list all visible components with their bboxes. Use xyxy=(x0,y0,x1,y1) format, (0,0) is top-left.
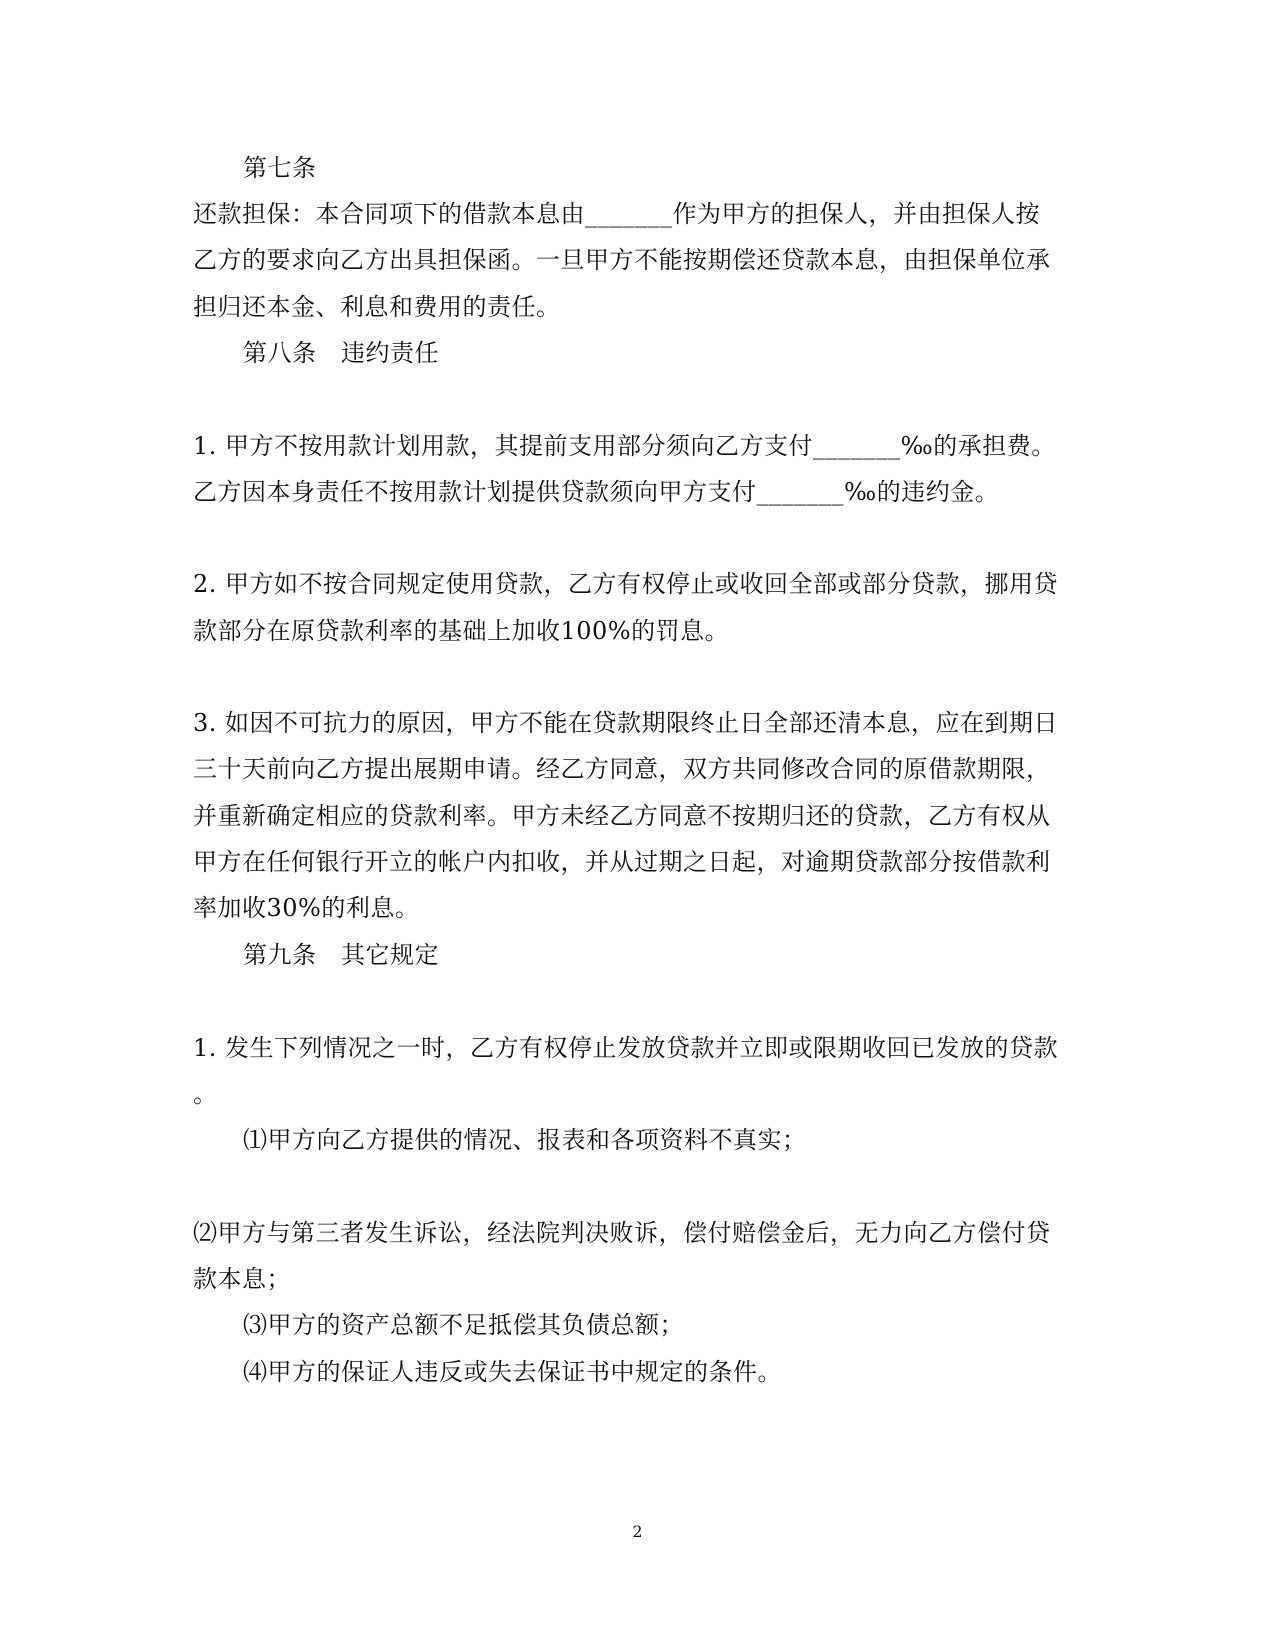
article-8-clause-3-line-5: 率加收30%的利息。 xyxy=(193,894,420,922)
article-9-item-1: ⑴甲方向乙方提供的情况、报表和各项资料不真实； xyxy=(243,1126,807,1154)
article-8-clause-3-line-1: 3. 如因不可抗力的原因，甲方不能在贷款期限终止日全部还清本息，应在到期日 xyxy=(193,709,1059,737)
article-7-line-3: 担归还本金、利息和费用的责任。 xyxy=(193,293,561,321)
article-9-heading: 第九条 其它规定 xyxy=(243,941,439,969)
article-8-clause-3-line-2: 三十天前向乙方提出展期申请。经乙方同意，双方共同修改合同的原借款期限， xyxy=(193,755,1051,783)
article-7-line-2: 乙方的要求向乙方出具担保函。一旦甲方不能按期偿还贷款本息，由担保单位承 xyxy=(193,246,1051,274)
article-7-line-1: 还款担保：本合同项下的借款本息由_______作为甲方的担保人，并由担保人按 xyxy=(193,200,1040,228)
article-9-item-2-line-1: ⑵甲方与第三者发生诉讼，经法院判决败诉，偿付赔偿金后，无力向乙方偿付贷 xyxy=(193,1219,1051,1247)
article-8-heading: 第八条 违约责任 xyxy=(243,339,439,367)
article-9-item-3: ⑶甲方的资产总额不足抵偿其负债总额； xyxy=(243,1311,684,1339)
article-9-clause-1-line-1: 1. 发生下列情况之一时，乙方有权停止发放贷款并立即或限期收回已发放的贷款 xyxy=(193,1034,1059,1062)
article-9-item-4: ⑷甲方的保证人违反或失去保证书中规定的条件。 xyxy=(243,1358,782,1386)
article-8-clause-1-line-2: 乙方因本身责任不按用款计划提供贷款须向甲方支付_______‰的违约金。 xyxy=(193,478,1000,506)
article-8-clause-3-line-4: 甲方在任何银行开立的帐户内扣收，并从过期之日起，对逾期贷款部分按借款利 xyxy=(193,848,1051,876)
article-9-clause-1-line-2: 。 xyxy=(193,1080,218,1108)
page-number: 2 xyxy=(632,1522,643,1541)
article-8-clause-2-line-1: 2. 甲方如不按合同规定使用贷款，乙方有权停止或收回全部或部分贷款，挪用贷 xyxy=(193,570,1059,598)
article-9-item-2-line-2: 款本息； xyxy=(193,1265,291,1293)
article-8-clause-1-line-1: 1. 甲方不按用款计划用款，其提前支用部分须向乙方支付_______‰的承担费。 xyxy=(193,432,1056,460)
article-7-heading: 第七条 xyxy=(243,154,317,182)
article-8-clause-2-line-2: 款部分在原贷款利率的基础上加收100%的罚息。 xyxy=(193,617,730,645)
article-8-clause-3-line-3: 并重新确定相应的贷款利率。甲方未经乙方同意不按期归还的贷款，乙方有权从 xyxy=(193,802,1051,830)
